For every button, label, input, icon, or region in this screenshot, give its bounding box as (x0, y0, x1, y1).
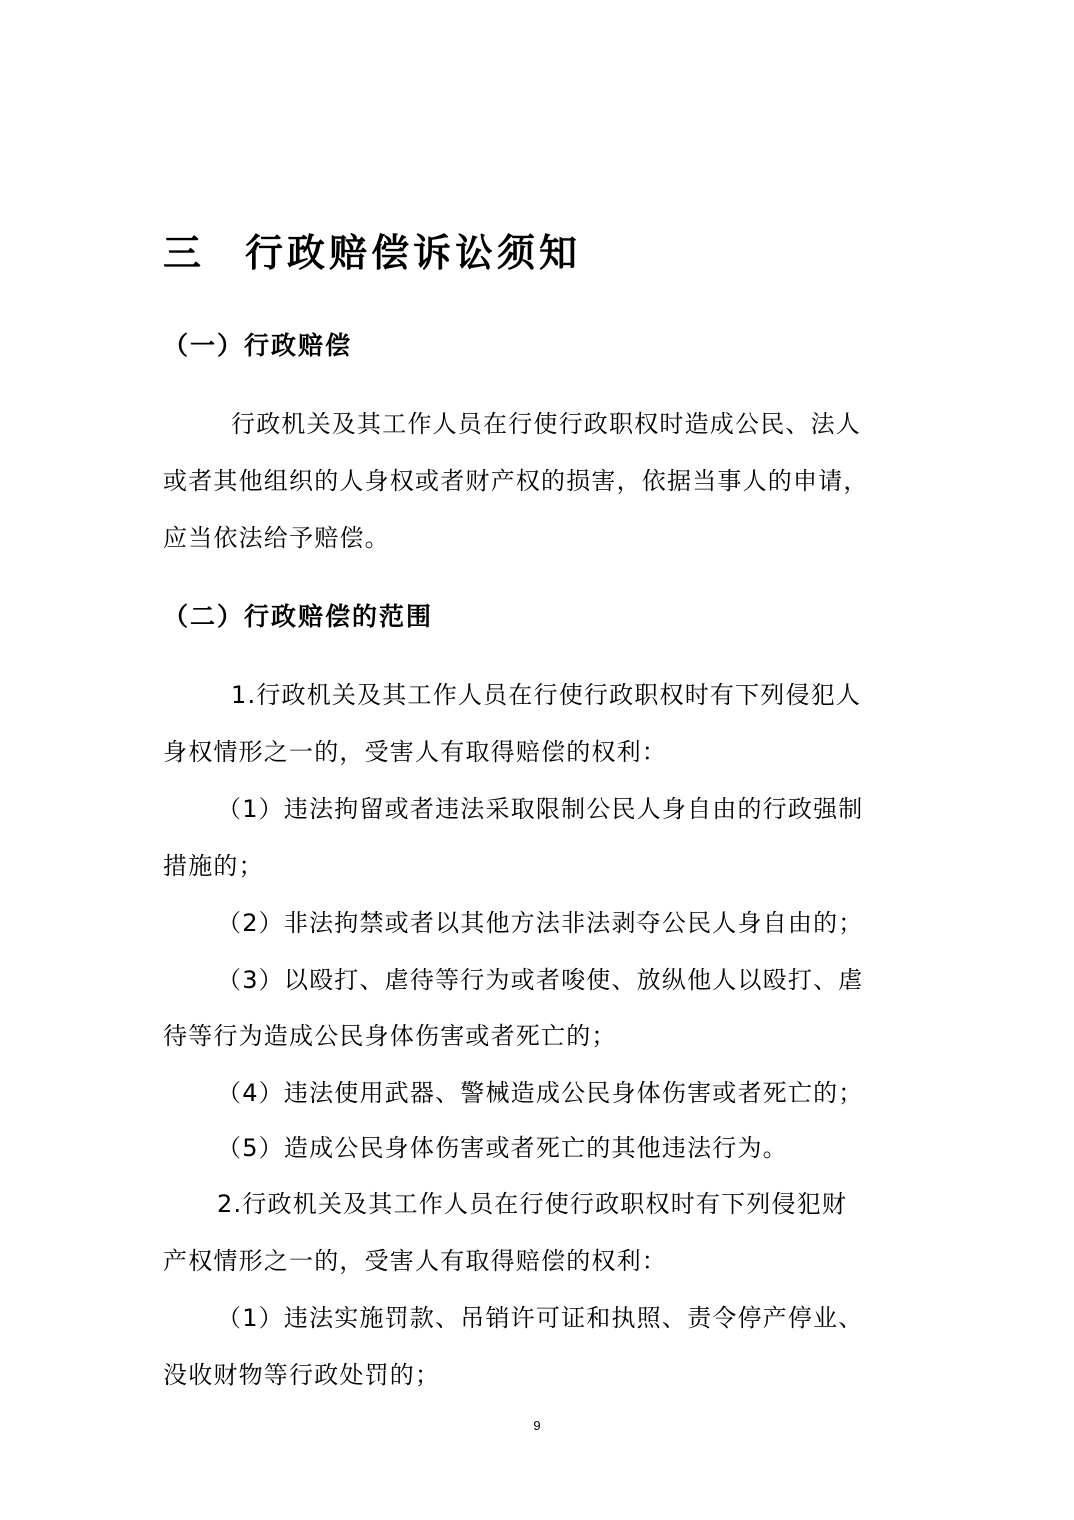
page-title (163, 226, 581, 280)
title-text: 行政赔偿诉讼须知 (245, 231, 582, 275)
section-heading-2: （二）行政赔偿的范围 (163, 602, 434, 631)
section-heading-1: （一）行政赔偿 (163, 331, 353, 360)
list-item-line: （1）违法实施罚款、吊销许可证和执照、责令停产停业、 (217, 1304, 864, 1332)
list-item-line: 措施的； (163, 852, 264, 880)
paragraph-line: 1.行政机关及其工作人员在行使行政职权时有下列侵犯人 (231, 681, 862, 709)
paragraph-line: 身权情形之一的，受害人有取得赔偿的权利： (163, 738, 667, 766)
list-item-line: （3）以殴打、虐待等行为或者唆使、放纵他人以殴打、虐 (217, 966, 864, 994)
paragraph-line: 产权情形之一的，受害人有取得赔偿的权利： (163, 1247, 667, 1275)
list-item-line: 没收财物等行政处罚的； (163, 1361, 441, 1389)
page-number: 9 (533, 1418, 541, 1433)
paragraph-line: 2.行政机关及其工作人员在行使行政职权时有下列侵犯财 (217, 1190, 848, 1218)
paragraph-line: 应当依法给予赔偿。 (163, 524, 390, 552)
paragraph-line: 或者其他组织的人身权或者财产权的损害，依据当事人的申请， (163, 467, 869, 495)
list-item-line: （1）违法拘留或者违法采取限制公民人身自由的行政强制 (217, 795, 864, 823)
list-item-line: （5）造成公民身体伤害或者死亡的其他违法行为。 (217, 1134, 788, 1162)
title-number: 三 (163, 231, 206, 275)
list-item-line: 待等行为造成公民身体伤害或者死亡的； (163, 1022, 617, 1050)
paragraph-line: 行政机关及其工作人员在行使行政职权时造成公民、法人 (231, 410, 861, 438)
list-item-line: （4）违法使用武器、警械造成公民身体伤害或者死亡的； (217, 1079, 864, 1107)
list-item-line: （2）非法拘禁或者以其他方法非法剥夺公民人身自由的； (217, 909, 864, 937)
